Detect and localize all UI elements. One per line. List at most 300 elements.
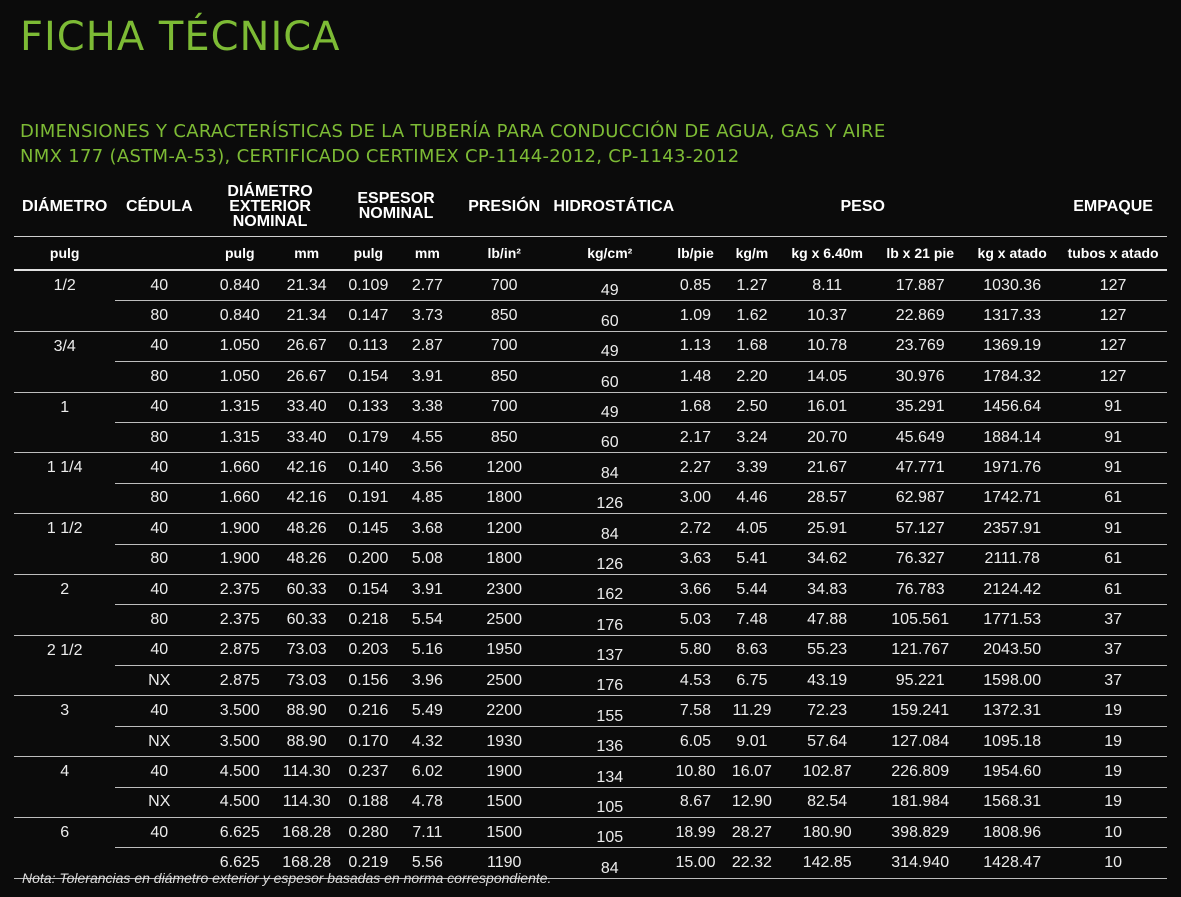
table-cell: 48.26 <box>276 544 337 574</box>
diameter-cell: 3/4 <box>53 337 76 355</box>
table-cell: 80 <box>115 362 203 392</box>
table-cell: 127 <box>1059 331 1167 361</box>
table-cell: 1.09 <box>666 301 725 331</box>
table-cell: 1971.76 <box>965 453 1059 483</box>
table-cell: 102.87 <box>779 757 875 787</box>
table-cell: 2.875 <box>203 635 276 665</box>
header-espesor: ESPESOR NOMINAL <box>357 190 435 222</box>
table-cell: 14.05 <box>779 362 875 392</box>
unit-cell: kg x atado <box>965 237 1059 271</box>
table-cell: 1.68 <box>725 331 779 361</box>
table-cell: 1784.32 <box>965 362 1059 392</box>
table-cell: 88.90 <box>276 696 337 726</box>
table-cell: 1.48 <box>666 362 725 392</box>
table-cell: 60 <box>553 362 666 392</box>
table-cell: 7.48 <box>725 605 779 635</box>
table-cell: 0.237 <box>337 757 400 787</box>
table-cell: 2124.42 <box>965 574 1059 604</box>
table-cell: 95.221 <box>875 666 965 696</box>
table-cell: 114.30 <box>276 757 337 787</box>
footnote: Nota: Tolerancias en diámetro exterior y espesor basadas en norma correspondiente. <box>22 870 552 886</box>
table-cell: 6.02 <box>400 757 455 787</box>
table-cell: 60.33 <box>276 605 337 635</box>
table-cell: 80 <box>115 605 203 635</box>
table-cell: 6.625 <box>203 848 276 878</box>
table-cell: 2.77 <box>400 270 455 301</box>
diameter-cell: 1/2 <box>53 276 76 294</box>
table-cell: 142.85 <box>779 848 875 878</box>
table-cell: 34.62 <box>779 544 875 574</box>
table-cell: 5.54 <box>400 605 455 635</box>
table-cell: 1500 <box>455 818 553 848</box>
table-cell: 40 <box>115 574 203 604</box>
table-cell: 105 <box>553 787 666 817</box>
table-cell: 2200 <box>455 696 553 726</box>
table-row <box>14 757 1167 787</box>
table-row <box>14 331 1167 361</box>
table-cell: 12.90 <box>725 787 779 817</box>
table-row <box>14 483 1167 513</box>
table-cell: 121.767 <box>875 635 965 665</box>
table-cell: 21.67 <box>779 453 875 483</box>
header-diametro: DIÁMETRO <box>22 197 108 215</box>
table-cell: 7.11 <box>400 818 455 848</box>
table-cell: 3.63 <box>666 544 725 574</box>
table-row <box>14 362 1167 392</box>
table-cell: 1500 <box>455 787 553 817</box>
table-cell: 0.85 <box>666 270 725 301</box>
table-cell: 6.05 <box>666 726 725 756</box>
table-cell: 55.23 <box>779 635 875 665</box>
table-cell: 82.54 <box>779 787 875 817</box>
table-cell: 1.68 <box>666 392 725 422</box>
table-cell: 700 <box>455 392 553 422</box>
table-cell: 40 <box>115 392 203 422</box>
table-cell: 40 <box>115 453 203 483</box>
table-cell: 1317.33 <box>965 301 1059 331</box>
diameter-cell <box>14 787 115 817</box>
unit-cell: tubos x atado <box>1059 237 1167 271</box>
table-cell: 15.00 <box>666 848 725 878</box>
table-cell: 1.900 <box>203 514 276 544</box>
table-row <box>14 270 1167 301</box>
table-cell: 28.27 <box>725 818 779 848</box>
table-cell: 25.91 <box>779 514 875 544</box>
table-cell: 3.38 <box>400 392 455 422</box>
table-cell: 136 <box>553 726 666 756</box>
table-cell: 0.191 <box>337 483 400 513</box>
table-cell: 22.32 <box>725 848 779 878</box>
table-cell: 1808.96 <box>965 818 1059 848</box>
table-cell: 226.809 <box>875 757 965 787</box>
table-cell: 91 <box>1059 422 1167 452</box>
table-cell: 48.26 <box>276 514 337 544</box>
table-cell: 8.67 <box>666 787 725 817</box>
table-cell: 33.40 <box>276 422 337 452</box>
table-cell: 42.16 <box>276 453 337 483</box>
table-cell: 5.56 <box>400 848 455 878</box>
table-cell: 4.55 <box>400 422 455 452</box>
table-cell: 1030.36 <box>965 270 1059 301</box>
table-cell: 1.050 <box>203 331 276 361</box>
table-cell: 4.85 <box>400 483 455 513</box>
table-cell: 19 <box>1059 757 1167 787</box>
table-cell: 72.23 <box>779 696 875 726</box>
table-cell: 137 <box>553 635 666 665</box>
diameter-cell: 1 1/2 <box>46 520 83 538</box>
table-cell: 21.34 <box>276 270 337 301</box>
table-cell: 4.53 <box>666 666 725 696</box>
table-cell: 61 <box>1059 483 1167 513</box>
table-cell: 73.03 <box>276 666 337 696</box>
unit-cell: mm <box>276 237 337 271</box>
table-cell: 180.90 <box>779 818 875 848</box>
table-cell: 9.01 <box>725 726 779 756</box>
table-cell: 2.20 <box>725 362 779 392</box>
table-cell: 850 <box>455 301 553 331</box>
table-row <box>14 574 1167 604</box>
table-cell: 0.219 <box>337 848 400 878</box>
table-cell: 21.34 <box>276 301 337 331</box>
table-row <box>14 726 1167 756</box>
table-cell: 80 <box>115 544 203 574</box>
table-cell: 28.57 <box>779 483 875 513</box>
diameter-cell: 1 1/4 <box>46 459 83 477</box>
table-cell: 40 <box>115 635 203 665</box>
table-cell: 1.27 <box>725 270 779 301</box>
table-cell: 1.900 <box>203 544 276 574</box>
table-cell: 7.58 <box>666 696 725 726</box>
header-empaque: EMPAQUE <box>1073 197 1153 215</box>
table-cell: 1742.71 <box>965 483 1059 513</box>
table-cell: 49 <box>553 331 666 361</box>
table-cell: 3.00 <box>666 483 725 513</box>
table-cell: 2.87 <box>400 331 455 361</box>
table-cell: 126 <box>553 483 666 513</box>
table-cell: 33.40 <box>276 392 337 422</box>
unit-cell: lb/pie <box>666 237 725 271</box>
table-cell: 1190 <box>455 848 553 878</box>
table-cell: 62.987 <box>875 483 965 513</box>
table-cell: 0.179 <box>337 422 400 452</box>
table-cell: 2.50 <box>725 392 779 422</box>
unit-cell: kg x 6.40m <box>779 237 875 271</box>
table-cell: 91 <box>1059 514 1167 544</box>
table-cell: 5.03 <box>666 605 725 635</box>
table-row <box>14 696 1167 726</box>
table-cell: 1369.19 <box>965 331 1059 361</box>
table-row <box>14 453 1167 483</box>
table-cell: 4.05 <box>725 514 779 544</box>
table-cell: 2043.50 <box>965 635 1059 665</box>
unit-cell: pulg <box>14 237 115 271</box>
table-cell: 0.203 <box>337 635 400 665</box>
table-cell: 105 <box>553 818 666 848</box>
table-cell: 1.62 <box>725 301 779 331</box>
diameter-cell <box>14 726 115 756</box>
table-cell: 60.33 <box>276 574 337 604</box>
table-cell: 20.70 <box>779 422 875 452</box>
table-cell: 1954.60 <box>965 757 1059 787</box>
table-cell: 2.375 <box>203 605 276 635</box>
table-cell: 0.145 <box>337 514 400 544</box>
table-row <box>14 392 1167 422</box>
table-cell: 127 <box>1059 362 1167 392</box>
table-cell: 60 <box>553 422 666 452</box>
table-cell: 1372.31 <box>965 696 1059 726</box>
table-cell: 60 <box>553 301 666 331</box>
table-cell: 80 <box>115 301 203 331</box>
table-cell: 19 <box>1059 726 1167 756</box>
table-row <box>14 666 1167 696</box>
table-cell: 19 <box>1059 696 1167 726</box>
table-cell: 10 <box>1059 818 1167 848</box>
table-row <box>14 422 1167 452</box>
table-cell: 0.156 <box>337 666 400 696</box>
table-cell: 19 <box>1059 787 1167 817</box>
table-cell: 61 <box>1059 574 1167 604</box>
table-cell: 84 <box>553 514 666 544</box>
unit-cell: kg/cm² <box>553 237 666 271</box>
table-cell: 91 <box>1059 453 1167 483</box>
table-cell: 5.16 <box>400 635 455 665</box>
table-cell: 37 <box>1059 666 1167 696</box>
header-cedula: CÉDULA <box>125 197 193 215</box>
table-cell: 0.200 <box>337 544 400 574</box>
table-cell: 40 <box>115 757 203 787</box>
table-cell: 3.39 <box>725 453 779 483</box>
table-row <box>14 635 1167 665</box>
table-cell: 155 <box>553 696 666 726</box>
table-cell: 2300 <box>455 574 553 604</box>
table-cell: 4.46 <box>725 483 779 513</box>
table-row <box>14 544 1167 574</box>
table-cell: 1884.14 <box>965 422 1059 452</box>
table-cell: 1800 <box>455 544 553 574</box>
table-cell: 76.783 <box>875 574 965 604</box>
table-cell: 40 <box>115 696 203 726</box>
table-cell: 168.28 <box>276 818 337 848</box>
table-row <box>14 605 1167 635</box>
table-cell: 5.49 <box>400 696 455 726</box>
subtitle-line-1: DIMENSIONES Y CARACTERÍSTICAS DE LA TUBERÍA PARA CONDUCCIÓN DE AGUA, GAS Y AIRE <box>20 121 886 142</box>
table-cell: 3.91 <box>400 362 455 392</box>
table-cell: 1568.31 <box>965 787 1059 817</box>
unit-cell: lb/in² <box>455 237 553 271</box>
table-cell: 5.80 <box>666 635 725 665</box>
table-cell: 37 <box>1059 635 1167 665</box>
table-cell: 1.315 <box>203 422 276 452</box>
table-cell: 10 <box>1059 848 1167 878</box>
table-cell: 5.08 <box>400 544 455 574</box>
table-cell: 3.24 <box>725 422 779 452</box>
table-cell: 57.64 <box>779 726 875 756</box>
table-cell: 105.561 <box>875 605 965 635</box>
table-cell: 0.840 <box>203 270 276 301</box>
table-cell: 3.66 <box>666 574 725 604</box>
table-cell: 4.500 <box>203 787 276 817</box>
table-cell: 61 <box>1059 544 1167 574</box>
unit-cell <box>115 237 203 271</box>
table-cell: NX <box>115 726 203 756</box>
diameter-cell: 4 <box>60 763 70 781</box>
table-cell: 3.73 <box>400 301 455 331</box>
table-cell: 3.56 <box>400 453 455 483</box>
table-cell: 8.11 <box>779 270 875 301</box>
diameter-cell: 2 <box>60 580 70 598</box>
table-row <box>14 514 1167 544</box>
table-cell: 1.660 <box>203 453 276 483</box>
table-cell: 134 <box>553 757 666 787</box>
table-cell: 0.840 <box>203 301 276 331</box>
unit-cell: lb x 21 pie <box>875 237 965 271</box>
table-cell: 18.99 <box>666 818 725 848</box>
table-cell: 84 <box>553 453 666 483</box>
table-cell: 0.216 <box>337 696 400 726</box>
table-cell: 2.375 <box>203 574 276 604</box>
table-cell: 3.96 <box>400 666 455 696</box>
table-cell: 40 <box>115 331 203 361</box>
table-cell: 1428.47 <box>965 848 1059 878</box>
table-cell: 1456.64 <box>965 392 1059 422</box>
table-cell: 2357.91 <box>965 514 1059 544</box>
table-cell: 127 <box>1059 301 1167 331</box>
table-cell: 3.500 <box>203 696 276 726</box>
table-cell: 0.280 <box>337 818 400 848</box>
table-cell: 1900 <box>455 757 553 787</box>
table-cell: 34.83 <box>779 574 875 604</box>
table-cell: 76.327 <box>875 544 965 574</box>
unit-cell: kg/m <box>725 237 779 271</box>
table-cell: 1.315 <box>203 392 276 422</box>
diameter-cell: 3 <box>60 702 70 720</box>
table-cell: 80 <box>115 422 203 452</box>
diameter-cell <box>14 422 115 452</box>
table-cell: 0.109 <box>337 270 400 301</box>
table-cell: 3.500 <box>203 726 276 756</box>
subtitle-line-2: NMX 177 (ASTM-A-53), CERTIFICADO CERTIMEX CP-1144-2012, CP-1143-2012 <box>20 146 740 167</box>
table-cell: 17.887 <box>875 270 965 301</box>
diameter-cell <box>14 301 115 331</box>
table-cell: 3.68 <box>400 514 455 544</box>
table-cell: 5.41 <box>725 544 779 574</box>
table-cell: 159.241 <box>875 696 965 726</box>
table-cell: 26.67 <box>276 362 337 392</box>
table-cell: 1.660 <box>203 483 276 513</box>
table-cell: 37 <box>1059 605 1167 635</box>
diameter-cell: 6 <box>60 823 70 841</box>
diameter-cell: 2 1/2 <box>46 641 83 659</box>
diameter-cell <box>14 666 115 696</box>
unit-cell: mm <box>400 237 455 271</box>
table-cell: 16.07 <box>725 757 779 787</box>
table-cell: 47.771 <box>875 453 965 483</box>
table-cell: 1.050 <box>203 362 276 392</box>
table-cell: 850 <box>455 362 553 392</box>
table-cell: 1930 <box>455 726 553 756</box>
header-diametro-exterior: DIÁMETRO EXTERIOR NOMINAL <box>227 182 313 230</box>
table-cell: 91 <box>1059 392 1167 422</box>
table-cell: 16.01 <box>779 392 875 422</box>
table-cell: 1771.53 <box>965 605 1059 635</box>
table-cell: 1200 <box>455 453 553 483</box>
table-cell: 2500 <box>455 666 553 696</box>
table-cell: 4.500 <box>203 757 276 787</box>
table-cell: 700 <box>455 331 553 361</box>
diameter-cell <box>14 483 115 513</box>
diameter-cell: 1 <box>60 398 70 416</box>
table-row <box>14 818 1167 848</box>
table-cell: 176 <box>553 605 666 635</box>
table-cell: 84 <box>553 848 666 878</box>
table-cell: 114.30 <box>276 787 337 817</box>
table-cell: 126 <box>553 544 666 574</box>
table-cell: 3.91 <box>400 574 455 604</box>
table-cell: 0.154 <box>337 362 400 392</box>
table-cell: 73.03 <box>276 635 337 665</box>
table-cell: 88.90 <box>276 726 337 756</box>
table-cell: 1950 <box>455 635 553 665</box>
table-cell: 26.67 <box>276 331 337 361</box>
table-cell: 2.27 <box>666 453 725 483</box>
table-cell: 850 <box>455 422 553 452</box>
table-cell: 40 <box>115 818 203 848</box>
header-peso: PESO <box>840 197 885 215</box>
table-cell: 1.13 <box>666 331 725 361</box>
table-cell: NX <box>115 787 203 817</box>
spec-table <box>14 176 1167 879</box>
table-cell: 314.940 <box>875 848 965 878</box>
diameter-cell <box>14 605 115 635</box>
table-cell: 2500 <box>455 605 553 635</box>
header-hidrostatica: HIDROSTÁTICA <box>553 197 675 215</box>
table-cell: 1095.18 <box>965 726 1059 756</box>
table-cell: 168.28 <box>276 848 337 878</box>
table-cell: 6.625 <box>203 818 276 848</box>
table-cell: 47.88 <box>779 605 875 635</box>
table-cell: 23.769 <box>875 331 965 361</box>
table-cell: 181.984 <box>875 787 965 817</box>
table-cell: 10.37 <box>779 301 875 331</box>
table-cell: 5.44 <box>725 574 779 604</box>
table-cell: NX <box>115 666 203 696</box>
table-cell: 42.16 <box>276 483 337 513</box>
table-cell: 8.63 <box>725 635 779 665</box>
table-cell: 127.084 <box>875 726 965 756</box>
table-cell: 40 <box>115 270 203 301</box>
table-cell: 1800 <box>455 483 553 513</box>
table-cell: 4.32 <box>400 726 455 756</box>
table-row <box>14 787 1167 817</box>
table-cell: 2.17 <box>666 422 725 452</box>
table-cell: 0.170 <box>337 726 400 756</box>
table-cell: 2111.78 <box>965 544 1059 574</box>
table-cell: 57.127 <box>875 514 965 544</box>
table-cell: 0.140 <box>337 453 400 483</box>
table-cell: 176 <box>553 666 666 696</box>
table-row <box>14 301 1167 331</box>
table-cell: 1200 <box>455 514 553 544</box>
table-cell: 49 <box>553 270 666 301</box>
header-presion: PRESIÓN <box>468 197 541 215</box>
table-cell: 10.80 <box>666 757 725 787</box>
table-cell: 1598.00 <box>965 666 1059 696</box>
table-cell: 40 <box>115 514 203 544</box>
table-cell: 45.649 <box>875 422 965 452</box>
unit-cell: pulg <box>337 237 400 271</box>
table-cell: 30.976 <box>875 362 965 392</box>
table-cell: 49 <box>553 392 666 422</box>
